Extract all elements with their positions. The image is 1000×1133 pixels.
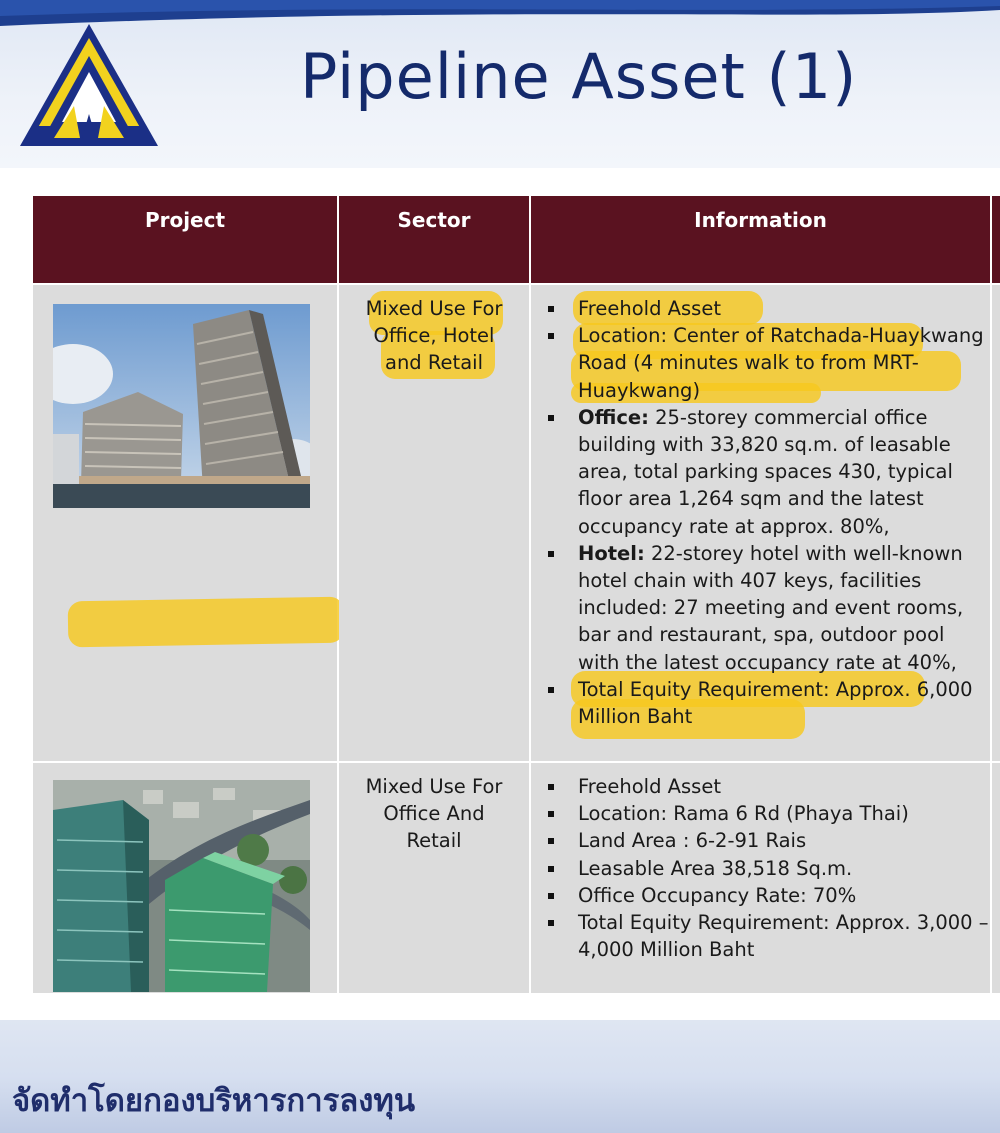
list-item — [545, 800, 990, 827]
table-row — [33, 284, 1000, 762]
information-cell — [530, 762, 991, 994]
column-header-project: Project — [33, 196, 338, 284]
table-header-row — [33, 196, 1000, 284]
info-text: Location: Rama 6 Rd (Phaya Thai) — [578, 802, 909, 826]
organization-logo — [18, 22, 160, 148]
table-row — [33, 762, 1000, 994]
info-text: Total Equity Requirement: Approx. 6,000 Million Baht — [578, 677, 973, 729]
column-header-sector: Sector — [338, 196, 530, 284]
list-item — [545, 322, 990, 404]
page-title: Pipeline Asset (1) — [300, 40, 858, 113]
list-item — [545, 295, 990, 322]
list-item — [545, 909, 990, 963]
extra-cell — [991, 762, 1000, 994]
sector-line: Mixed Use For — [365, 297, 503, 320]
info-text: Location: Center of Ratchada-Huaykwang Road (4 minutes walk to from MRT- Huaykwang) — [578, 324, 984, 402]
list-item — [545, 404, 990, 540]
sector-cell — [338, 762, 530, 994]
info-text: Freehold Asset — [578, 775, 721, 798]
list-item — [545, 855, 990, 882]
info-text: Office Occupancy Rate: 70% — [578, 883, 857, 907]
info-text: 25-storey commercial office building with 33,820 sq.m. of leasable area, total parking spaces 430, typical floor area 1,264 sqm and the latest occupancy rate at approx. 80%, — [578, 405, 953, 538]
info-label: Office: — [578, 405, 649, 429]
info-list — [545, 295, 990, 730]
sector-cell — [338, 284, 530, 762]
info-text: 22-storey hotel with well-known hotel chain with 407 keys, facilities included: 27 meeting and event rooms, bar and restaurant, spa, outdoor pool with the latest occupancy rate at 40%, — [578, 541, 964, 674]
column-header-extra — [991, 196, 1000, 284]
footer-text: จัดทำโดยกองบริหารการลงทุน — [12, 1083, 416, 1119]
sector-line: Office, Hotel — [373, 324, 495, 348]
sector-line: Office And — [383, 802, 485, 826]
project-cell — [33, 284, 338, 762]
info-text: Freehold Asset — [578, 297, 721, 320]
list-item — [545, 773, 990, 800]
list-item — [545, 882, 990, 909]
project-cell — [33, 762, 338, 994]
info-text: Leasable Area 38,518 Sq.m. — [578, 856, 853, 880]
list-item — [545, 540, 990, 676]
pipeline-table — [33, 196, 1000, 995]
project-photo-ratchada — [53, 304, 310, 508]
information-cell — [530, 284, 991, 762]
extra-cell — [991, 284, 1000, 762]
list-item — [545, 827, 990, 854]
list-item — [545, 676, 990, 730]
info-list — [545, 773, 990, 963]
info-label: Hotel: — [578, 541, 645, 565]
sector-line: Mixed Use For — [365, 775, 503, 798]
sector-line: Retail — [406, 829, 462, 853]
project-photo-rama6 — [53, 780, 310, 992]
info-text: Total Equity Requirement: Approx. 3,000 – 4,000 Million Baht — [578, 911, 989, 962]
sector-line: and Retail — [385, 351, 483, 375]
info-text: Land Area : 6-2-91 Rais — [578, 829, 807, 853]
highlight-mark — [68, 597, 345, 648]
column-header-information: Information — [530, 196, 991, 284]
